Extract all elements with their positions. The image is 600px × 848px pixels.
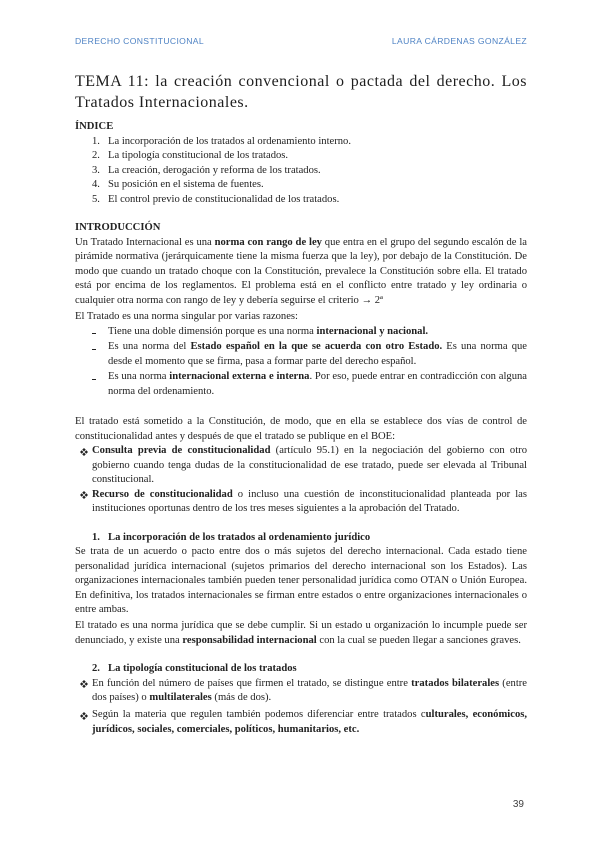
text-run: Es una norma que desde el momento que se firma, pasa a formar parte del derecho español.	[108, 341, 527, 367]
bold-run: Recurso de constitucionalidad	[92, 488, 233, 500]
typology-item	[75, 677, 527, 706]
control-list	[75, 444, 527, 517]
control-item	[75, 444, 527, 488]
section-title: La tipología constitucional de los tratados	[108, 663, 297, 674]
section-1	[75, 531, 527, 649]
control-lead: El tratado está sometido a la Constitución, de modo, que en ella se establece dos vías de control de constitucionalidad antes y después de que el tratado se publique en el BOE:	[75, 416, 527, 442]
page-header	[75, 35, 527, 47]
control-item	[75, 488, 527, 517]
intro-heading: INTRODUCCIÓN	[75, 222, 161, 233]
section-number: 2.	[92, 663, 100, 674]
text-run: que entra en el grupo del segundo escalón de la pirámide normativa (jerárquicamente tiene la misma fuerza que la ley), por debajo de la Constitución. De modo que cuando un tratado choque con la Constitución, prevalece la Constitución sobre ella. El tratado está por encima de los reglamentos. El problema está en el conflicto entre tratado y ley ordinaria o cualquier otra norma con rango de ley y debería seguirse el criterio → 2ª	[75, 236, 527, 306]
text-run: Un Tratado Internacional es una	[75, 236, 215, 248]
index-item-text: Su posición en el sistema de fuentes.	[108, 179, 264, 190]
reason-item	[75, 325, 527, 340]
text-run: (más de dos).	[211, 692, 272, 703]
bold-run: tratados bilaterales	[411, 677, 500, 689]
text-run: Según la materia que regulen también podemos diferenciar entre tratados c	[92, 709, 426, 720]
reason-item	[75, 370, 527, 399]
index-item-number: 2.	[92, 150, 100, 161]
index-item-number: 4.	[92, 179, 100, 190]
document-body	[75, 71, 527, 737]
text-run: con la cual se pueden llegar a sanciones graves.	[316, 634, 521, 646]
diamond-bullet-icon	[80, 680, 88, 688]
bold-run: internacional y nacional.	[316, 325, 429, 337]
section-1-paragraph	[75, 619, 527, 648]
dash-bullet-icon	[92, 333, 96, 334]
bold-run: ulturales, económicos, jurídicos, sociales, comerciales, políticos, humanitarios, etc.	[92, 709, 528, 735]
index-section	[75, 120, 527, 207]
section-2	[75, 662, 527, 737]
index-list	[75, 135, 527, 208]
page-title: TEMA 11: la creación convencional o pactada del derecho. Los Tratados Internacionales.	[75, 73, 527, 111]
index-item-text: La tipología constitucional de los tratados.	[108, 150, 289, 161]
text-run: (entre dos países) o	[92, 677, 528, 703]
reasons-list	[75, 325, 527, 400]
index-item-number: 1.	[92, 135, 100, 147]
index-item-text: La incorporación de los tratados al ordenamiento interno.	[108, 135, 351, 147]
index-item	[75, 164, 527, 179]
page-number: 39	[512, 799, 524, 810]
reasons-lead: El Tratado es una norma singular por varias razones:	[75, 311, 299, 322]
text-run: o incluso una cuestión de inconstitucionalidad planteada por las instituciones oportunas dentro de los tres meses siguientes a la aprobación del Tratado.	[92, 488, 527, 514]
index-item-number: 5.	[92, 193, 100, 205]
section-1-heading	[75, 531, 527, 546]
dash-bullet-icon	[92, 349, 96, 350]
text-run: (artículo 95.1) en la negociación del gobierno con otro gobierno cuando tenga dudas de la constitucionalidad de ese tratado, puede ser elevada al Tribunal constitucional.	[92, 445, 527, 485]
text-run: Es una norma del	[108, 341, 191, 352]
typology-item	[75, 708, 527, 737]
section-1-paragraph: Se trata de un acuerdo o pacto entre dos o más sujetos del derecho internacional. Cada estado tiene personalidad jurídica internacional (sujetos primarios del derecho internacional son los Estados). Las organizaciones internacionales también pueden tener personalidad jurídica como OTAN o Unión Europea. En definitiva, los tratados internacionales se firman entre estados o entre organizaciones internacionales o entre ambas.	[75, 546, 527, 615]
text-run: Es una norma	[108, 371, 170, 382]
bold-run: norma con rango de ley	[214, 236, 322, 248]
text-run: . Por eso, puede entrar en contradicción con alguna norma del ordenamiento.	[108, 371, 527, 397]
section-2-heading	[75, 662, 527, 677]
index-item-number: 3.	[92, 164, 100, 176]
bold-run: multilaterales	[149, 692, 212, 703]
index-heading: ÍNDICE	[75, 121, 114, 132]
index-item-text: El control previo de constitucionalidad de los tratados.	[108, 193, 340, 205]
text-run: En función del número de países que firmen el tratado, se distingue entre	[92, 677, 412, 689]
diamond-bullet-icon	[80, 712, 88, 720]
diamond-bullet-icon	[80, 491, 88, 499]
bold-run: internacional externa e interna	[169, 371, 310, 382]
dash-bullet-icon	[92, 379, 96, 380]
index-item	[75, 149, 527, 164]
intro-paragraph	[75, 236, 527, 309]
text-run: Tiene una doble dimensión porque es una norma	[108, 325, 317, 337]
bold-run: Estado español en la que se acuerda con otro Estado.	[190, 341, 443, 352]
index-item	[75, 193, 527, 208]
diamond-bullet-icon	[80, 448, 88, 456]
index-item-text: La creación, derogación y reforma de los tratados.	[108, 164, 321, 176]
section-number: 1.	[92, 531, 100, 543]
index-item	[75, 178, 527, 193]
header-subject: DERECHO CONSTITUCIONAL	[75, 36, 204, 46]
header-author: LAURA CÁRDENAS GONZÁLEZ	[391, 36, 527, 46]
reason-item	[75, 340, 527, 369]
typology-list	[75, 677, 527, 738]
bold-run: Consulta previa de constitucionalidad	[92, 445, 271, 456]
section-title: La incorporación de los tratados al ordenamiento jurídico	[108, 531, 371, 543]
bold-run: responsabilidad internacional	[182, 634, 317, 646]
intro-section	[75, 221, 527, 517]
text-run: El tratado es una norma jurídica que se debe cumplir. Si un estado u organización lo incumple puede ser denunciado, y existe una	[75, 620, 527, 646]
index-item	[75, 135, 527, 150]
